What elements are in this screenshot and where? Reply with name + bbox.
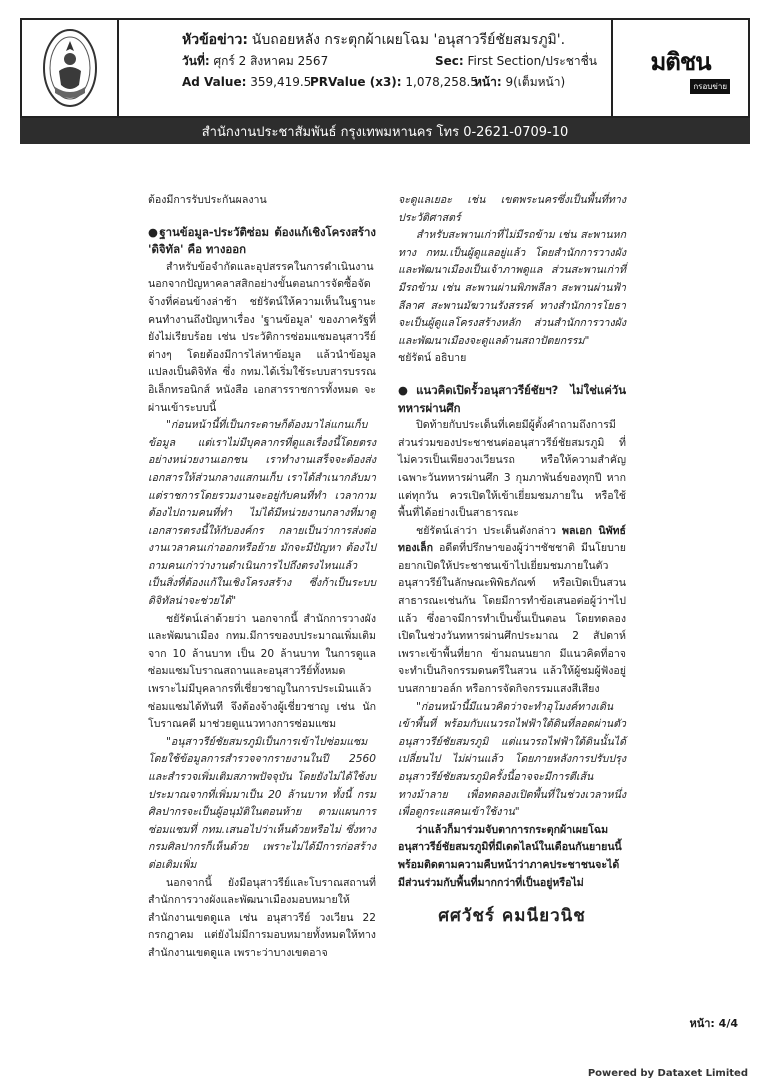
agency-bar: สำนักงานประชาสัมพันธ์ กรุงเทพมหานคร โทร 0-2621-0709-10: [20, 118, 750, 144]
quote-paragraph: สำหรับสะพานเก่าที่ไม่มีรถข้าม เช่น สะพานหกทาง กทม.เป็นผู้ดูแลอยู่แล้ว โดยสำนักการวางผังและพัฒนาเมืองเป็นเจ้าภาพดูแล ส่วนสะพานเก่าที่มีรถข้าม เช่น สะพานผ่านพิภพลีลา สะพานผ่านฟ้าลีลาศ สะพานมัฆวานรังสรรค์ ทางสำนักการโยธาจะเป็นผู้ดูแลโครงสร้างหลัก ส่วนสำนักการวางผังและพัฒนาเมืองจะดูแลด้านสถาปัตยกรรม": [398, 229, 626, 347]
matichon-logo: [611, 20, 748, 116]
quote-paragraph: "อนุสาวรีย์ชัยสมรภูมิเป็นการเข้าไปซ่อมแซมโดยใช้ข้อมูลการสำรวจจากรายงานในปี 2560 และสำรวจเพิ่มเติมสภาพปัจจุบัน โดยยังไม่ได้ใช้งบประมาณจากที่เพิ่มมาเป็น 20 ล้านบาท ทั้งนี้ กรมศิลปากรจะเป็นผู้อนุมัติในตอนท้าย ตามแผนการซ่อมแซมที่ กทม.เสนอไปว่าเห็นด้วยหรือไม่ ซึ่งทางกรมศิลปากรก็เห็นด้วย เพราะไม่ได้มีการก่อสร้างต่อเติมเพิ่ม: [148, 735, 376, 871]
headline-row: [182, 30, 608, 51]
powered-by: Powered by Dataxet Limited: [587, 1068, 748, 1079]
pr-value-label: PRValue (x3):: [310, 75, 402, 89]
brand-name: มติชน: [650, 48, 711, 76]
paragraph: นอกจากนี้ ยังมีอนุสาวรีย์และโบราณสถานที่สำนักการวางผังและพัฒนาเมืองมอบหมายให้สำนักงานเขตดูแล เช่น อนุสาวรีย์ วงเวียน 22 กรกฎาคม แต่ยังไม่มีการมอบหมายทั้งหมดให้ทางสำนักงานเขตดูแล เพราะว่าบางเขตอาจ: [148, 876, 376, 959]
author-byline: ศศวัชร์ คมนียวนิช: [438, 906, 586, 927]
ad-value: 359,419.5: [250, 75, 312, 89]
paragraph: ชยัรัตน์เล่าด้วยว่า นอกจากนี้ สำนักการวางผังและพัฒนาเมือง กทม.มีการของบประมาณเพิ่มเติมจาก 10 ล้านบาท เป็น 20 ล้านบาท ในการดูแลซ่อมแซมโบราณสถานและอนุสาวรีย์ทั้งหมด เพราะไม่มีบุคลากรที่เชี่ยวชาญในการประเมินแล้วซ่อมแซมได้ทันที จึงต้องจ้างผู้เชี่ยวชาญ เช่น นักโบราณคดี มาช่วยดูแนวทางการซ่อมแซม: [148, 612, 376, 731]
pr-value: 1,078,258.5: [405, 75, 478, 89]
paragraph-text: อดีตที่ปรึกษาของผู้ว่าฯชัชชาติ มีนโยบายอยากเปิดให้ประชาชนเข้าไปเยี่ยมชมภายในตัวอนุสาวรีย์ในลักษณะพิพิธภัณฑ์ หรือเปิดเป็นสวนสาธารณะเช่นกัน โดยมีการทำข้อเสนอต่อผู้ว่าฯไปแล้ว ซึ่งอาจมีการทำเป็นขั้นเป็นตอน โดยทดลองเปิดในช่วงวันทหารผ่านศึกประมาณ 2 สัปดาห์ เพราะเข้าพื้นที่ยาก ข้ามถนนยาก มีแนวคิดที่อาจจะทำเป็นกิจกรรมดนตรีในสวน แล้วให้ผู้ชมผู้ฟังอยู่บนสกายวอล์ก หรือการจัดกิจกรรมแสงสีเสียง: [398, 542, 626, 696]
subheading: ●ฐานข้อมูล-ประวัติซ่อม ต้องแก้เชิงโครงสร้าง 'ดิจิทัล' คือ ทางออก: [148, 224, 376, 257]
pr-value-field: [310, 72, 478, 93]
page-number: หน้า: 4/4: [689, 1017, 738, 1030]
paragraph-text: ชยัรัตน์เล่าว่า ประเด็นดังกล่าว: [416, 524, 563, 537]
page-value: 9(เต็มหน้า): [505, 75, 566, 89]
clipping-meta: [182, 30, 608, 93]
paragraph: [398, 523, 626, 699]
subheading: ●แนวคิดเปิดรั้วอนุสาวรีย์ชัยฯ? ไม่ใช่แค่วันทหารผ่านศึก: [398, 382, 626, 415]
quote-attribution: ชยัรัตน์ อธิบาย: [398, 352, 467, 365]
person-name: พลเอก นิพัทธ์ ทองเล็ก: [398, 524, 626, 555]
date-value: ศุกร์ 2 สิงหาคม 2567: [213, 54, 329, 68]
closing-paragraph: ว่าแล้วก็มาร่วมจับตาการกระตุกผ้าเผยโฉมอนุสาวรีย์ชัยสมรภูมิที่มีเดดไลน์ในเดือนกันยายนนี้ พร้อมติดตามความคืบหน้าว่าภาคประชาชนจะได้มีส่วนร่วมกับพื้นที่มากกว่าที่เป็นอยู่หรือไม่: [398, 823, 622, 889]
section-label: Sec:: [435, 54, 464, 68]
brand-subtitle: กรอบข่าย: [690, 79, 730, 94]
bma-emblem-logo: [22, 20, 119, 116]
ad-value-label: Ad Value:: [182, 75, 247, 89]
article-left-column: [148, 192, 376, 963]
paragraph: ต้องมีการรับประกันผลงาน: [148, 194, 267, 206]
bma-emblem-icon: [41, 27, 99, 109]
date-label: วันที่:: [182, 54, 210, 68]
paragraph: สำหรับข้อจำกัดและอุปสรรคในการดำเนินงานนอกจากปัญหาคลาสสิกอย่างขั้นตอนการจัดซื้อจัดจ้างที่ค่อนข้างล่าช้า ชยัรัตน์ให้ความเห็นในฐานะคนทำงานถึงปัญหาเรื่อง 'ฐานข้อมูล' ของภาครัฐที่ยังไม่เรียบร้อย เช่น ประวัติการซ่อมแซมอนุสาวรีย์ต่างๆ โดยต้องมีการไล่หาข้อมูล แล้วนำข้อมูลแปลงเป็นดิจิทัล ซึ่ง กทม.ได้เริ่มใช้ระบบสารบรรณอิเล็กทรอนิกส์ หนังสือ เอกสารราชการทั้งหมด จะผ่านเข้าระบบนี้: [148, 260, 376, 414]
page-label: หน้า:: [474, 75, 502, 89]
value-row: [182, 72, 608, 93]
section-value: First Section/ประชาชื่น: [467, 54, 597, 68]
clipping-header: [20, 18, 750, 118]
quote-paragraph: "ก่อนหน้านี้ที่เป็นกระดาษก็ต้องมาไล่แกนเก็บข้อมูล แต่เราไม่มีบุคลากรที่ดูแลเรื่องนี้โดยตรง อย่างหน่วยงานเอกชน เราทำงานเสร็จจะต้องส่งเอกสารให้ส่วนกลางแสกนเก็บ เราได้สำเนากลับมา แต่ราชการโดยรวมงานจะอยู่กับคนที่ทำ เวลากามต้องไปถามคนที่ทำ ไม่ได้มีหน่วยงานกลางที่มาดูเอกสารตรงนี้ให้กับองค์กร กลายเป็นว่าการส่งต่องานเวลาคนเก่าออกหรือย้าย มักจะมีปัญหา ต้องไปถามคนเก่าว่างานดำเนินการไปถึงตรงไหนแล้ว เป็นสิ่งที่ต้องแก้ในเชิงโครงสร้าง ซึ่งก้าเป็นระบบดิจิทัลน่าจะช่วยได้": [148, 419, 376, 608]
page-field: [474, 72, 565, 93]
headline: นับถอยหลัง กระตุกผ้าเผยโฉม 'อนุสาวรีย์ชัยสมรภูมิ'.: [251, 32, 566, 48]
headline-label: หัวข้อข่าว:: [182, 32, 248, 48]
section-field: [435, 51, 597, 72]
quote-paragraph: "ก่อนหน้านี้มีแนวคิดว่าจะทำอุโมงค์ทางเดินเข้าพื้นที่ พร้อมกับแนวรถไฟฟ้าใต้ดินที่ลอดผ่านตัวอนุสาวรีย์ชัยสมรภูมิ แต่แนวรถไฟฟ้าใต้ดินนั้นได้เปลี่ยนไป ไม่ผ่านแล้ว โดยภายหลังการปรับปรุงอนุสาวรีย์ชัยสมรภูมิครั้งนี้อาจจะมีการตีเส้นทางม้าลาย เพื่อทดลองเปิดพื้นที่ในช่วงเวลาหนึ่งเพื่อดูกระแสคนเข้าใช้งาน": [398, 700, 626, 819]
article-right-column: [398, 192, 626, 926]
paragraph: ปิดท้ายกับประเด็นที่เคยมีผู้ตั้งคำถามถึงการมีส่วนร่วมของประชาชนต่ออนุสาวรีย์ชัยสมรภูมิ ที่ไม่ควรเป็นเพียงวงเวียนรถ หรือให้ความสำคัญเฉพาะวันทหารผ่านศึก 3 กุมภาพันธ์ของทุกปี หากแต่ทุกวัน ควรเปิดให้เข้าเยี่ยมชมภายใน หรือใช้พื้นที่ได้อย่างเป็นสาธารณะ: [398, 419, 626, 520]
date-row: [182, 51, 608, 72]
quote-paragraph: จะดูแลเยอะ เช่น เขตพระนครซึ่งเป็นพื้นที่ทางประวัติศาสตร์: [398, 194, 626, 224]
